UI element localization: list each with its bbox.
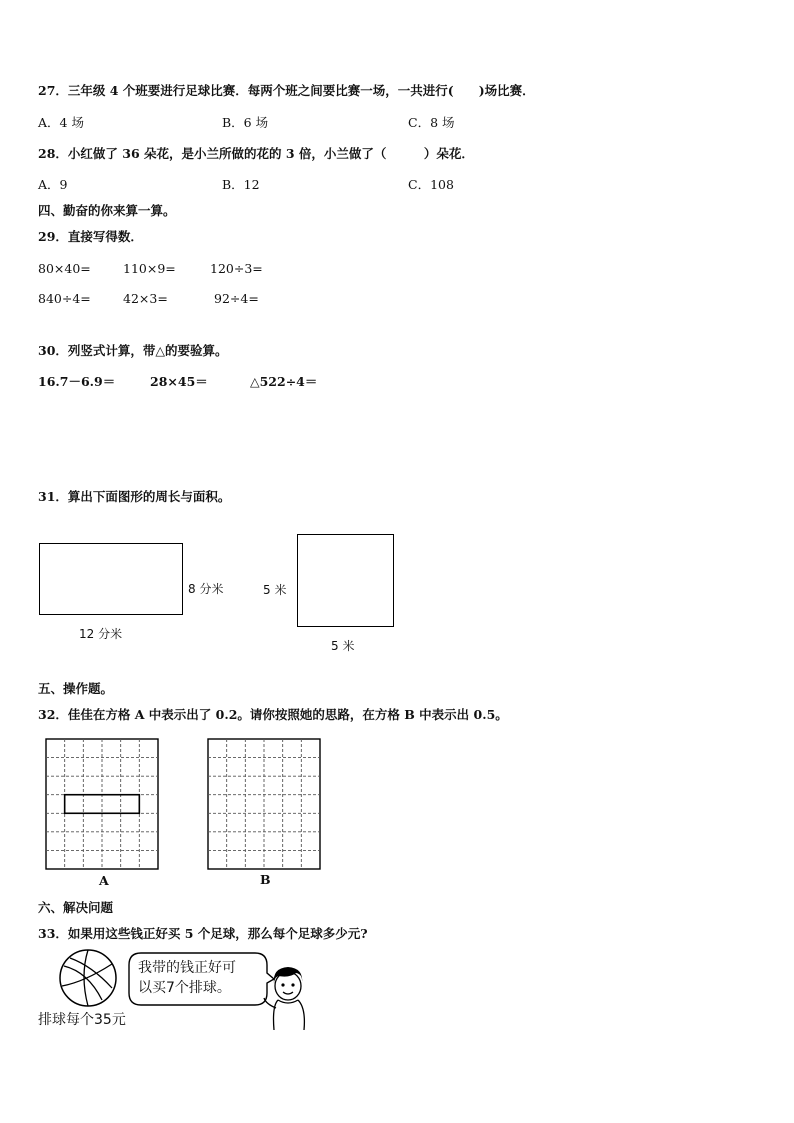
rectangle-figure [39, 543, 183, 615]
grid-b-label: B [260, 872, 271, 887]
rectangle-width-label: 12 分米 [79, 627, 123, 641]
q30-item: △522÷4＝ [250, 374, 318, 389]
speech-line-2: 以买7个排球。 [138, 980, 231, 996]
speech-line-1: 我带的钱正好可 [138, 960, 236, 976]
q29-item: 92÷4= [214, 291, 259, 306]
rectangle-height-label: 8 分米 [188, 582, 224, 596]
q31-stem: 31．算出下面图形的周长与面积。 [38, 489, 231, 504]
q29-item: 80×40= [38, 261, 91, 276]
square-bottom-label: 5 米 [331, 639, 355, 653]
q30-item: 16.7－6.9＝ [38, 374, 116, 389]
grid-b[interactable] [207, 738, 323, 872]
boy-icon [262, 964, 312, 1034]
q29-item: 110×9= [123, 261, 176, 276]
square-side-label: 5 米 [263, 583, 287, 597]
q28-option-b[interactable]: B．12 [222, 177, 260, 192]
q29-item: 42×3= [123, 291, 168, 306]
square-figure [297, 534, 394, 627]
volleyball-icon [58, 948, 120, 1010]
q29-stem: 29．直接写得数． [38, 229, 143, 244]
q27-stem: 27．三年级 4 个班要进行足球比赛．每两个班之间要比赛一场，一共进行( )场比赛． [38, 83, 535, 98]
section4-title: 四、勤奋的你来算一算。 [38, 203, 176, 218]
volleyball-price: 排球每个35元 [38, 1012, 126, 1028]
q30-item: 28×45＝ [150, 374, 208, 389]
q29-item: 840÷4= [38, 291, 91, 306]
q30-stem: 30．列竖式计算，带△的要验算。 [38, 343, 228, 358]
q27-option-c[interactable]: C．8 场 [408, 115, 455, 130]
grid-a [45, 738, 161, 872]
grid-a-label: A [99, 873, 109, 888]
q27-option-b[interactable]: B．6 场 [222, 115, 269, 130]
q28-option-a[interactable]: A．9 [38, 177, 68, 192]
q27-option-a[interactable]: A．4 场 [38, 115, 84, 130]
section6-title: 六、解决问题 [38, 900, 114, 915]
q29-item: 120÷3= [210, 261, 263, 276]
q33-stem: 33．如果用这些钱正好买 5 个足球，那么每个足球多少元? [38, 926, 368, 941]
q28-stem: 28．小红做了 36 朵花，是小兰所做的花的 3 倍，小兰做了（ ）朵花． [38, 146, 474, 161]
q28-option-c[interactable]: C．108 [408, 177, 454, 192]
section5-title: 五、操作题。 [38, 681, 114, 696]
q32-stem: 32．佳佳在方格 A 中表示出了 0.2。请你按照她的思路，在方格 B 中表示出 0.5。 [38, 707, 508, 722]
